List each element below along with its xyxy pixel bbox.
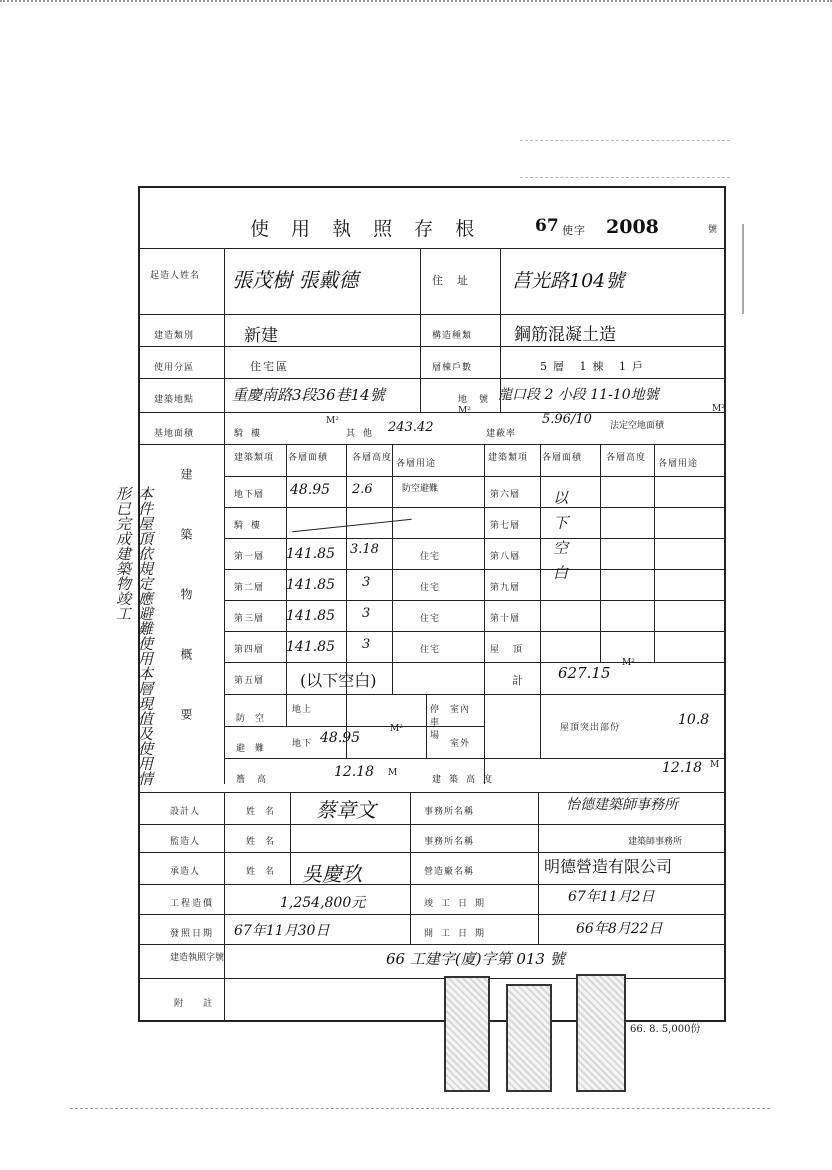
contractor-role: 承造人 (170, 867, 201, 877)
designer-role: 設計人 (170, 807, 201, 817)
floor-row (224, 569, 484, 601)
floor-name: 屋頂 (490, 645, 537, 655)
floor-name: 第五層 (234, 676, 265, 686)
strike-line (292, 519, 411, 533)
shelter-below-unit: M² (390, 724, 403, 734)
shelter-label: 防空避難 (236, 714, 275, 754)
floors-label: 層棟戶數 (432, 363, 473, 373)
floor-row (224, 538, 484, 570)
floor-use: 住宅 (420, 552, 441, 562)
legal-open-unit: M² (712, 404, 725, 414)
official-seal-2 (506, 984, 552, 1092)
structure-value: 鋼筋混凝土造 (514, 325, 616, 345)
floor-row (224, 507, 484, 539)
address-value: 莒光路104號 (512, 270, 625, 292)
arcade-unit: M² (326, 416, 339, 426)
floor-row (224, 600, 484, 632)
building-summary-label: 建築物概要 (179, 468, 193, 768)
supervisor-name-label: 姓名 (246, 837, 285, 847)
total-unit: M² (622, 658, 635, 668)
contractor-name: 吳慶玖 (302, 862, 362, 886)
floor-use: 住宅 (420, 583, 441, 593)
right-edge-marks (742, 224, 762, 314)
permit-no-value: 66 工建字(廈)字第 013 號 (386, 950, 565, 968)
start-date-value: 66年8月22日 (576, 921, 663, 937)
floor-name: 地下層 (234, 490, 265, 500)
applicant-name: 張茂樹 張戴德 (232, 268, 359, 292)
lot-value: 龍口段 2 小段 11-10地號 (498, 387, 659, 403)
eave-height-label: 簷高 (236, 775, 279, 785)
supervisor-office-label: 事務所名稱 (424, 837, 475, 847)
floor-row (484, 600, 724, 632)
floor-height: 3 (362, 606, 371, 621)
coverage-label: 建蔽率 (486, 429, 517, 439)
floors-value: 5層 1棟 1戶 (540, 360, 649, 373)
roof-projection-label: 屋頂突出部份 (560, 723, 621, 733)
floor-name: 第一層 (234, 552, 265, 562)
floor-height: 3 (362, 575, 371, 590)
other-area-unit: M² (458, 406, 471, 416)
doc-prefix: 使字 (562, 224, 586, 237)
footer-scan-marks (70, 1108, 770, 1109)
arcade-label: 騎樓 (234, 429, 269, 439)
form-title: 使 用 執 照 存 根 (250, 218, 483, 240)
floor-name: 騎樓 (234, 521, 269, 531)
floor-area: (以下空白) (300, 671, 377, 690)
other-area-label: 其他 (346, 429, 381, 439)
floor-name: 第二層 (234, 583, 265, 593)
legal-open-label: 法定空地面積 (610, 421, 665, 431)
supervisor-office: 建築師事務所 (628, 837, 683, 847)
col-item-header-r: 建築類項 (488, 453, 529, 463)
print-note: 66. 8. 5,000份 (630, 1024, 701, 1035)
official-seal-1 (444, 976, 490, 1092)
building-height-unit: M (710, 760, 721, 770)
parking-indoor: 室內 (450, 705, 471, 715)
floor-row (224, 631, 484, 663)
doc-number: 2008 (606, 216, 659, 238)
cost-label: 工程造價 (170, 899, 215, 909)
total-value: 627.15 (558, 664, 611, 682)
address-label: 住址 (432, 274, 482, 287)
shelter-below-value: 48.95 (320, 730, 361, 746)
other-area-value: 243.42 (388, 420, 434, 435)
floor-name: 第六層 (490, 490, 521, 500)
parking-outdoor: 室外 (450, 739, 471, 749)
scan-header-marks (0, 0, 832, 8)
floor-use: 防空避難 (402, 484, 439, 494)
lot-label: 地號 (458, 395, 501, 405)
floor-height: 3 (362, 637, 371, 652)
floor-height: 2.6 (352, 482, 373, 497)
floor-name: 第三層 (234, 614, 265, 624)
floor-name: 第九層 (490, 583, 521, 593)
floor-row (224, 662, 484, 695)
site-label: 建築地點 (154, 395, 195, 405)
shelter-below: 地下 (292, 739, 313, 749)
floor-area: 141.85 (286, 577, 335, 593)
designer-office: 怡德建築師事務所 (566, 797, 678, 813)
permit-form (138, 186, 726, 1022)
col-height-header: 各層高度 (352, 453, 393, 463)
col-area-header: 各層面積 (288, 453, 329, 463)
applicant-label: 起造人姓名 (150, 271, 201, 281)
scan-stamp-mark (520, 140, 730, 178)
floor-use: 住宅 (420, 614, 441, 624)
roof-projection-value: 10.8 (678, 712, 710, 728)
use-zone-label: 使用分區 (154, 363, 195, 373)
supervisor-role: 監造人 (170, 837, 201, 847)
permit-no-label: 建造執照字號 (170, 953, 225, 963)
structure-label: 構造種類 (432, 331, 473, 341)
contractor-name-label: 姓名 (246, 867, 285, 877)
right-floors-list (484, 476, 724, 662)
floor-name: 第八層 (490, 552, 521, 562)
doc-suffix: 號 (708, 225, 722, 235)
shelter-above: 地上 (292, 705, 313, 715)
start-date-label: 開工日期 (424, 929, 493, 939)
col-use-header: 各層用途 (396, 459, 437, 469)
contractor-office: 明德營造有限公司 (544, 857, 673, 876)
building-height-value: 12.18 (662, 760, 703, 776)
floor-height: 3.18 (350, 542, 379, 557)
floor-row (484, 476, 724, 508)
floor-area: 48.95 (290, 482, 331, 498)
floor-area: 141.85 (286, 546, 335, 562)
floor-row (484, 507, 724, 539)
floor-name: 第七層 (490, 521, 521, 531)
cost-value: 1,254,800元 (280, 895, 366, 911)
issue-date-label: 發照日期 (170, 929, 215, 939)
floor-row (484, 631, 724, 663)
floor-row (484, 569, 724, 601)
col-area-header-r: 各層面積 (542, 453, 583, 463)
use-zone-value: 住宅區 (250, 360, 289, 373)
col-height-header-r: 各層高度 (606, 453, 647, 463)
eave-height-unit: M (388, 768, 399, 778)
floor-use: 住宅 (420, 645, 441, 655)
remarks-label: 附註 (174, 999, 233, 1009)
coverage-value: 5.96/10 (542, 412, 592, 427)
designer-office-label: 事務所名稱 (424, 807, 475, 817)
col-use-header-r: 各層用途 (658, 459, 699, 469)
margin-note: 本件屋頂依規定應避難使用本層現值及使用情形已完成建築物竣工 (114, 486, 154, 786)
floor-area: 141.85 (286, 639, 335, 655)
floor-name: 第十層 (490, 614, 521, 624)
floor-name: 第四層 (234, 645, 265, 655)
completion-label: 竣工日期 (424, 899, 493, 909)
site-area-label: 基地面積 (154, 429, 195, 439)
building-type-label: 建造類別 (154, 331, 195, 341)
right-blank-note: 以下空白 (551, 490, 569, 590)
parking-label: 停車場 (430, 705, 440, 741)
floor-row (484, 538, 724, 570)
eave-height-value: 12.18 (334, 764, 375, 780)
contractor-office-label: 營造廠名稱 (424, 867, 475, 877)
issue-date-value: 67年11月30日 (234, 923, 330, 939)
floor-area: 141.85 (286, 608, 335, 624)
doc-year: 67 (535, 216, 559, 236)
total-label: 計 (512, 674, 527, 687)
designer-name: 蔡章文 (316, 798, 376, 822)
official-seal-3 (576, 974, 626, 1092)
left-floors-list (224, 476, 484, 694)
completion-value: 67年11月2日 (568, 889, 655, 905)
col-item-header: 建築類項 (234, 453, 275, 463)
building-type-value: 新建 (244, 326, 278, 346)
floor-row (224, 476, 484, 508)
designer-name-label: 姓名 (246, 807, 285, 817)
site-value: 重慶南路3段36巷14號 (232, 386, 385, 404)
building-height-label: 建築高度 (432, 775, 501, 785)
